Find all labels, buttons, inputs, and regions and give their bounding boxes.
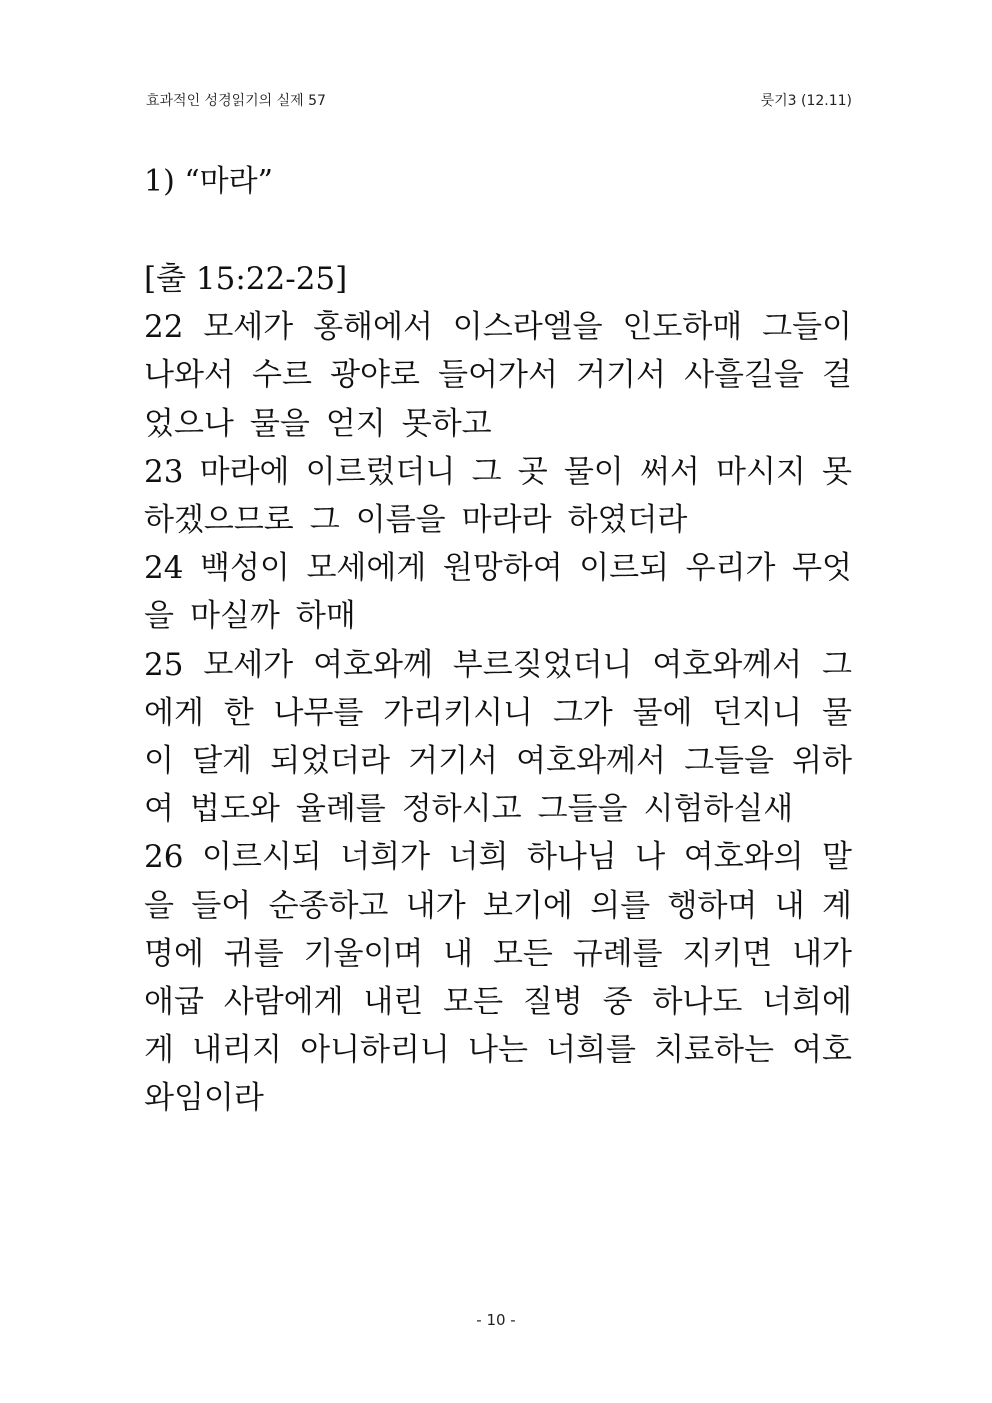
verse-23: 23 마라에 이르렀더니 그 곳 물이 써서 마시지 못하겠으므로 그 이름을 마라라 하였더라 xyxy=(144,453,852,539)
header-book-title: 효과적인 성경읽기의 실제 57 xyxy=(146,93,326,109)
verse-26: 26 이르시되 너희가 너희 하나님 나 여호와의 말을 들어 순종하고 내가 보기에 의를 행하며 내 계명에 귀를 기울이며 내 모든 규례를 지키면 내가 애굽 사람에게 내린 모든 질병 중 하나도 너희에게 내리지 아니하리니 나는 너희를 치료하는 여호와임이라 xyxy=(144,839,852,1117)
page-number: - 10 - xyxy=(476,1311,516,1329)
verse-24: 24 백성이 모세에게 원망하여 이르되 우리가 무엇을 마실까 하매 xyxy=(144,550,852,635)
section-title: 1) “마라” xyxy=(144,164,273,199)
page-header xyxy=(146,90,852,114)
verse-22: 22 모세가 홍해에서 이스라엘을 인도하매 그들이 나와서 수르 광야로 들어가서 거기서 사흘길을 걸었으나 물을 얻지 못하고 xyxy=(144,309,852,442)
verse-25: 25 모세가 여호와께 부르짖었더니 여호와께서 그에게 한 나무를 가리키시니 그가 물에 던지니 물이 달게 되었더라 거기서 여호와께서 그들을 위하여 법도와 율례를 정하시고 그들을 시험하실새 xyxy=(144,646,852,828)
scripture-passage xyxy=(144,255,852,1123)
passage-reference: [출 15:22-25] xyxy=(144,261,348,297)
header-chapter-date: 룻기3 (12.11) xyxy=(760,93,852,109)
